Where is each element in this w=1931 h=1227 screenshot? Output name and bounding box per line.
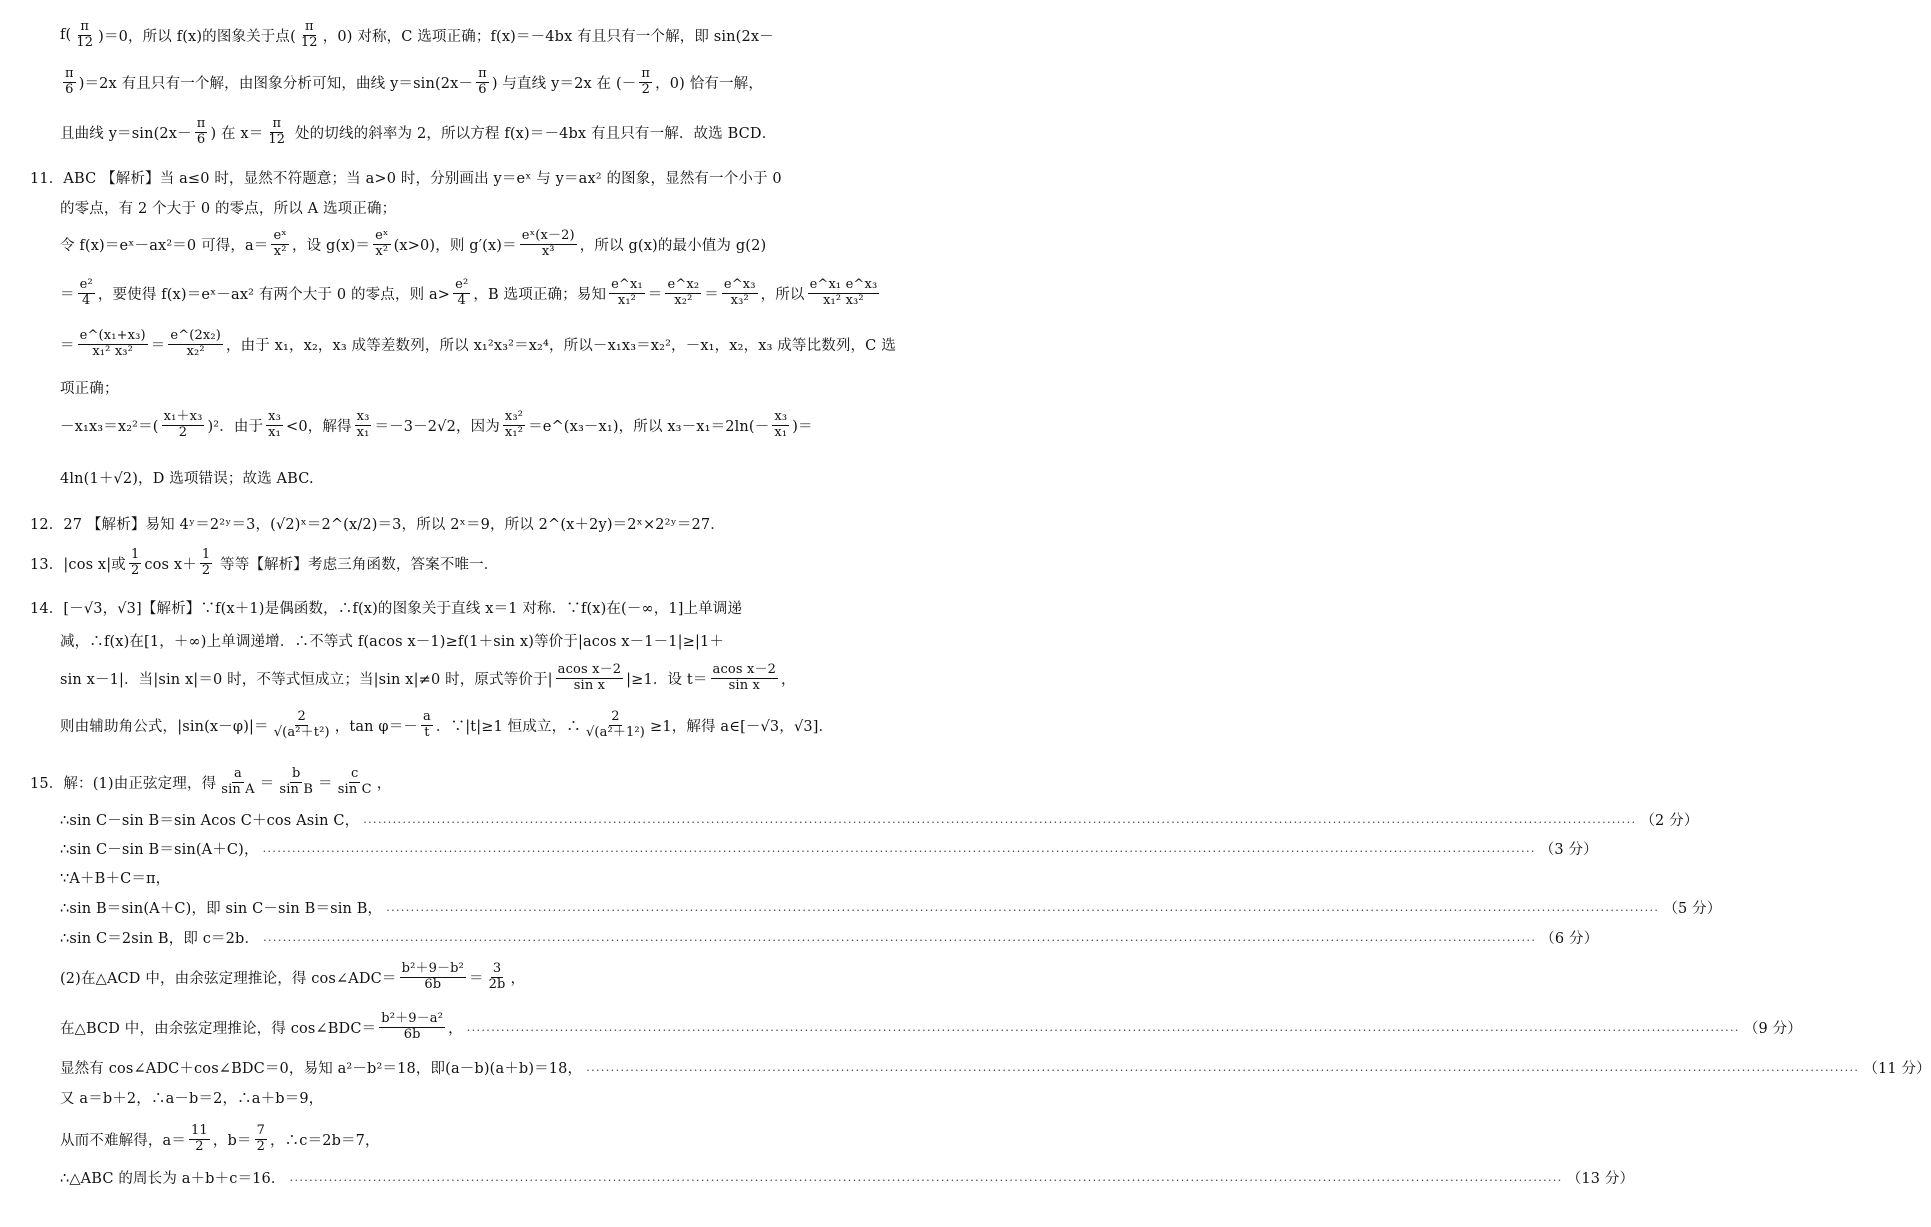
score-label: （11 分） [1863,1061,1931,1077]
text-line: 在△BCD 中，由余弦定理推论，得 cos∠BDC＝ b²＋9－a² 6b ， ..... （9 分） [60,1012,833,1043]
text-line: 11．ABC 【解析】当 a≤0 时，显然不符题意；当 a>0 时，分别画出 y＝eˣ 与 y＝ax² 的图象，显然有一个小于 0 [30,171,782,187]
fraction: π 6 [478,66,487,97]
fraction: eˣ(x－2) x³ [521,228,575,259]
fraction: x₃ x₁ [774,409,788,440]
fraction: 2 √(a²＋t²) [273,709,330,740]
text-line: 4ln(1＋√2)，D 选项错误；故选 ABC. [60,471,314,487]
fraction: 3 2b [488,961,506,992]
text-line: 项正确； [60,381,119,397]
fraction: $\frac{2}{\text{√(a²＋1²)}}$ [585,709,646,740]
fraction: b sin B [279,766,314,797]
text-line: ＝ e² 4 ，要使得 f(x)＝eˣ－ax² 有两个大于 0 的零点，则 a> e² 4 ，B 选项正确；易知 e^x₁ x₁² ＝ e^x₂ x₂² ＝ e^x₃ x₃² ，所以 e^x₁ e^x₃ x₁² x₃² [60,277,878,308]
score-label: （9 分） [1743,1020,1802,1037]
fraction: e^(2x₂) x₂² [170,328,221,359]
text-line: 的零点，有 2 个大于 0 的零点，所以 A 选项正确； [60,201,397,217]
dot-leader [363,813,1636,826]
fraction: acos x－2 sin x [712,662,777,693]
fraction: 11 2 [191,1123,208,1154]
text-line: ∴sin B＝sin(A＋C)，即 sin C－sin B＝sin B， ..... （5 分） [60,897,833,918]
text-line: 则由辅助角公式，|sin(x－φ)|＝ 2 √(a²＋t²) ，tan φ＝－ a t ．∵|t|≥1 恒成立，∴ $\frac{2}{\text{√(a²＋1²)}}$ ≥1，解得 a∈[－√3，√3]． [60,709,834,740]
text-line: π 6 )＝2x 有且只有一个解，由图象分析可知，曲线 y＝sin(2x－ π 6 ) 与直线 y＝2x 在 (－ π 2 ，0) 恰有一解， [65,66,763,97]
dot-leader [467,1021,1740,1034]
dot-leader [386,901,1659,914]
score-label: （6 分） [1540,931,1599,947]
text-line: 12．27 【解析】易知 4ʸ＝2²ʸ＝3，(√2)ˣ＝2^(x/2)＝3，所以 2ˣ＝9，所以 2^(x＋2y)＝2ˣ×2²ʸ＝27． [30,517,725,533]
fraction: acos x－2 sin x [557,662,622,693]
dot-leader [586,1061,1859,1074]
text-line: 13．|cos x|或 1 2 cos x＋ 1 2 等等【解析】考虑三角函数，答案不唯一． [30,547,499,578]
fraction: π 6 [65,66,74,97]
text-line: 显然有 cos∠ADC＋cos∠BDC＝0，易知 a²－b²＝18，即(a－b)(a＋b)＝18， ..... （11 分） [60,1057,833,1078]
fraction: x₁＋x₃ 2 [163,409,203,440]
text-line: ∴sin C－sin B＝sin(A＋C)， ..... （3 分） [60,838,833,859]
fraction: π 12 [76,19,94,50]
dot-leader [263,931,1536,944]
fraction: x₃² x₁² [504,409,524,440]
fraction: π 12 [300,19,318,50]
score-label: （5 分） [1663,901,1722,917]
text-line: 从而不难解得，a＝ 11 2 ，b＝ 7 2 ，∴c＝2b＝7， [60,1123,380,1154]
fraction: e^x₃ x₃² [723,277,756,308]
text-line: ∵A＋B＋C＝π， [60,871,171,887]
fraction: e^(x₁+x₃) x₁² x₃² [79,328,146,359]
score-label: （3 分） [1539,842,1598,858]
text-line: 令 f(x)＝eˣ－ax²＝0 可得，a＝ eˣ x² ，设 g(x)＝ eˣ x² (x>0)，则 g′(x)＝ eˣ(x－2) x³ ，所以 g(x)的最小值为 g(2) [60,228,767,259]
fraction: e^x₁ x₁² [611,277,643,308]
fraction: π 6 [196,116,206,147]
fraction: b²＋9－b² 6b [401,961,464,992]
fraction: a t [423,709,431,740]
fraction: π 2 [641,66,651,97]
text-line: ∴sin C＝2sin B，即 c＝2b． ..... （6 分） [60,927,833,948]
fraction: 7 2 [256,1123,265,1154]
fraction: eˣ x² [375,228,389,259]
fraction: e^x₁ e^x₃ x₁² x₃² [809,277,878,308]
text-line: (2)在△ACD 中，由余弦定理推论，得 cos∠ADC＝ b²＋9－b² 6b ＝ 3 2b ， [60,961,526,992]
fraction: a sin A [221,766,255,797]
fraction: e² 4 [79,277,93,308]
dot-leader [263,842,1536,855]
fraction: c sin C [337,766,372,797]
text-line: ∴△ABC 的周长为 a＋b＋c＝16． ..... （13 分） [60,1167,833,1188]
fraction: e² 4 [455,277,469,308]
fraction: b²＋9－a² 6b [381,1011,444,1042]
fraction: 1 2 [201,547,211,578]
text-line: －x₁x₃＝x₂²＝( x₁＋x₃ 2 )²．由于 x₃ x₁ <0，解得 x₃ x₁ ＝－3－2√2，因为 x₃² x₁² ＝e^(x₃－x₁)，所以 x₃－x₁＝2ln(－ x₃ x₁ )＝ [60,409,813,440]
text-line: ＝ e^(x₁+x₃) x₁² x₃² ＝ e^(2x₂) x₂² ，由于 x₁，x₂，x₃ 成等差数列，所以 x₁²x₃²＝x₂⁴，所以－x₁x₃＝x₂²，－x₁，x₂，x₃ 成等比数列，C 选 [60,328,896,359]
fraction: e^x₂ x₂² [667,277,700,308]
fraction: x₃ x₁ [356,409,370,440]
score-label: （13 分） [1566,1171,1635,1187]
text-line: f( π 12 )＝0，所以 f(x)的图象关于点( π 12 ，0) 对称，C 选项正确；f(x)＝－4bx 有且只有一个解，即 sin(2x－ [60,19,774,50]
text-line: ∴sin C－sin B＝sin Acos C＋cos Asin C， ..... （2 分） [60,809,833,830]
text-line: sin x－1|．当|sin x|＝0 时，不等式恒成立；当|sin x|≠0 时，原式等价于| acos x－2 sin x |≥1．设 t＝ acos x－2 sin x ， [60,662,796,693]
text-line: 且曲线 y＝sin(2x－ π 6 ) 在 x＝ π 12 处的切线的斜率为 2，所以方程 f(x)＝－4bx 有且只有一解．故选 BCD． [60,116,777,147]
fraction: x₃ x₁ [268,409,282,440]
dot-leader [290,1171,1563,1184]
text-line: 又 a＝b＋2，∴a－b＝2，∴a＋b＝9， [60,1091,324,1107]
fraction: 1 2 [130,547,140,578]
fraction: eˣ x² [273,228,287,259]
text-line: 减，∴f(x)在[1，＋∞)上单调递增．∴不等式 f(acos x－1)≥f(1＋sin x)等价于|acos x－1－1|≥|1＋ [60,634,725,650]
fraction: π 12 [268,116,286,147]
score-label: （2 分） [1640,813,1699,829]
text-line: 14．[－√3，√3]【解析】∵f(x＋1)是偶函数，∴f(x)的图象关于直线 x＝1 对称．∵f(x)在(－∞，1]上单调递 [30,601,743,617]
text-line: 15．解：(1)由正弦定理，得 a sin A ＝ b sin B ＝ c sin C ， [30,766,392,797]
